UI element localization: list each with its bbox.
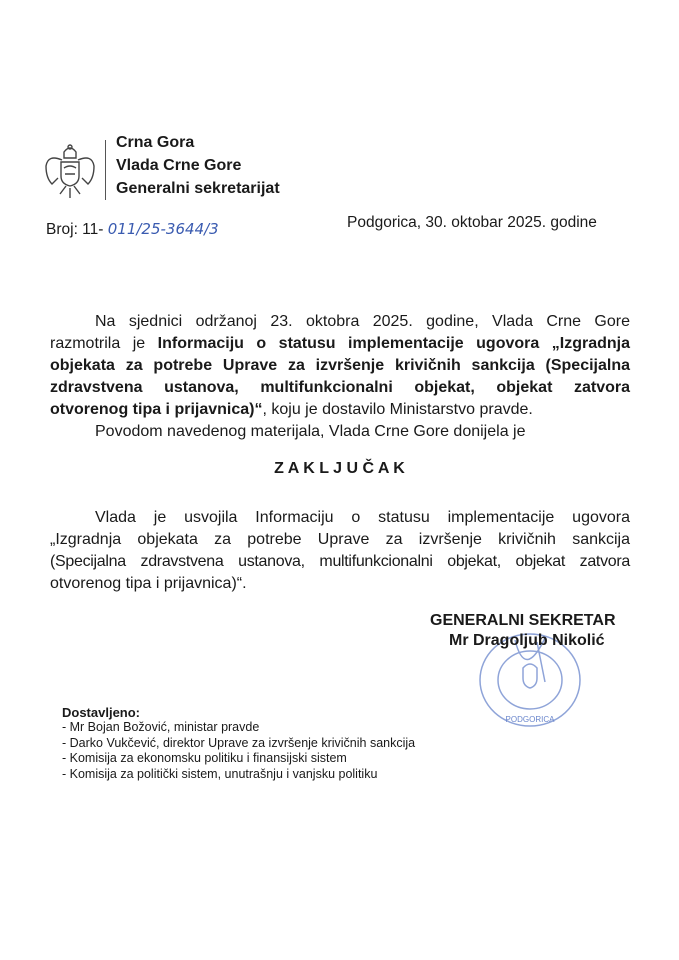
para1-line1: Na sjednici održanoj 23. oktobra 2025. godine, Vlada Crne Gore — [95, 313, 630, 330]
header-government: Vlada Crne Gore — [116, 157, 242, 174]
reference-number — [46, 220, 219, 239]
para1-line3: objekata za potrebe Uprave za izvršenje krivičnih sankcija (Specijalna — [50, 357, 630, 374]
recipients-heading: Dostavljeno: — [62, 705, 141, 720]
para2-line1: Vlada je usvojila Informaciju o statusu implementacije ugovora — [95, 509, 630, 526]
recipient-item: - Mr Bojan Božović, ministar pravde — [62, 720, 260, 734]
recipient-item: - Darko Vukčević, direktor Uprave za izvršenje krivičnih sankcija — [62, 736, 416, 750]
para1-line2 — [50, 335, 630, 353]
para1-line5-text: , koju je dostavilo Ministarstvo pravde. — [262, 401, 533, 418]
svg-text:PODGORICA: PODGORICA — [505, 715, 555, 724]
para1-line5-bold: otvorenog tipa i prijavnica)“ — [50, 401, 263, 418]
para1-line4: zdravstvena ustanova, multifunkcionalni objekat, objekat zatvora — [50, 379, 630, 396]
para1-line5 — [50, 401, 630, 419]
header-secretariat: Generalni sekretarijat — [116, 180, 280, 197]
reference-handwritten: 011/25-3644/3 — [107, 220, 219, 238]
para1-line2-text: razmotrila je — [50, 335, 158, 352]
para2-line2: „Izgradnja objekata za potrebe Uprave za izvršenje krivičnih sankcija — [50, 531, 630, 548]
recipient-item: - Komisija za politički sistem, unutrašnju i vanjsku politiku — [62, 767, 378, 781]
reference-label: Broj: 11- — [46, 221, 104, 238]
para2-line4: otvorenog tipa i prijavnica)“. — [50, 575, 247, 592]
recipient-item: - Komisija za ekonomsku politiku i finansijski sistem — [62, 751, 347, 765]
para1-line2-bold: Informaciju o statusu implementacije ugovora „Izgradnja — [157, 335, 630, 352]
header-divider — [105, 140, 106, 200]
signature-name: Mr Dragoljub Nikolić — [449, 632, 605, 649]
conclusion-title: Z A K L J U Č A K — [274, 460, 405, 477]
para1-line6: Povodom navedenog materijala, Vlada Crne Gore donijela je — [95, 423, 526, 440]
header-country: Crna Gora — [116, 134, 195, 151]
coat-of-arms-icon — [42, 142, 98, 200]
para2-line3: (Specijalna zdravstvena ustanova, multifunkcionalni objekat, objekat zatvora — [50, 553, 630, 570]
place-date: Podgorica, 30. oktobar 2025. godine — [347, 214, 597, 231]
signature-title: GENERALNI SEKRETAR — [430, 612, 616, 629]
